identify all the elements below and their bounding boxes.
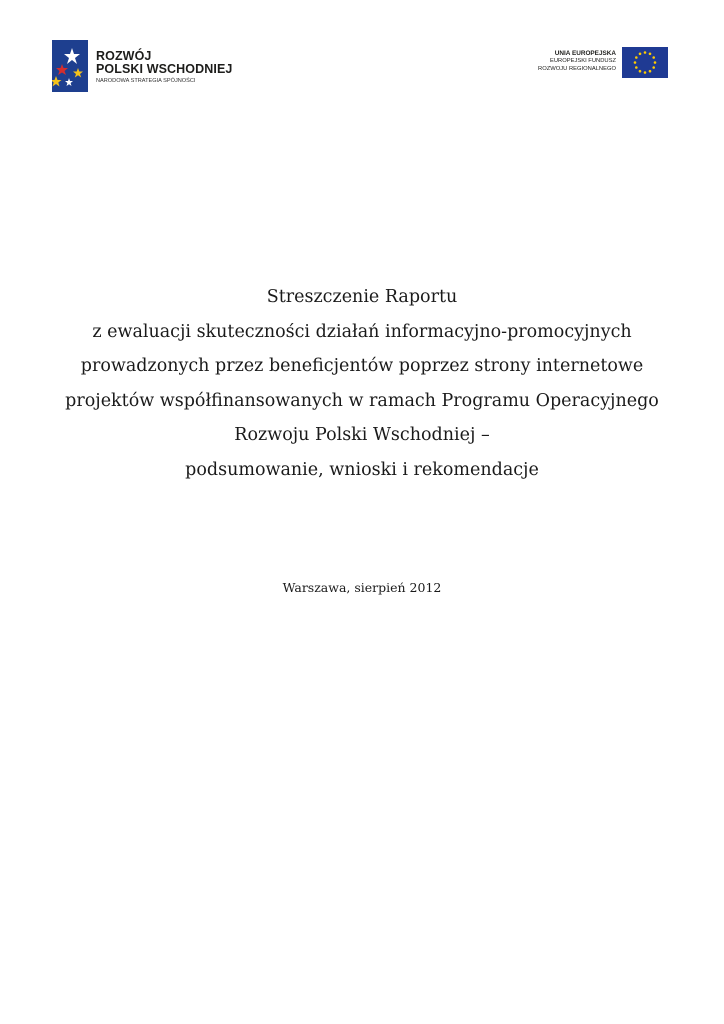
title-line: projektów współfinansowanych w ramach Programu Operacyjnego [65, 390, 659, 411]
eu-logo-text [538, 50, 616, 73]
rozwoj-polski-wschodniej-logo [52, 40, 252, 92]
eu-flag-icon [622, 47, 668, 78]
left-logo-line1: ROZWÓJ [96, 49, 152, 63]
place-and-date: Warszawa, sierpień 2012 [282, 580, 442, 595]
eu-logo-line2: EUROPEJSKI FUNDUSZ [549, 58, 616, 64]
title-line: prowadzonych przez beneficjentów poprzez strony internetowe [80, 356, 644, 376]
eu-logo-line3: ROZWOJU REGIONALNEGO [538, 65, 616, 72]
rozwoj-polski-wschodniej-emblem-icon [52, 40, 88, 92]
eu-logo-line1: UNIA EUROPEJSKA [554, 50, 616, 57]
unia-europejska-logo [528, 47, 668, 79]
title-line: Rozwoju Polski Wschodniej – [234, 425, 490, 445]
left-logo-text [96, 50, 266, 85]
title-line: Streszczenie Raportu [266, 287, 458, 307]
title-line: z ewaluacji skuteczności działań informacyjno-promocyjnych [92, 321, 632, 342]
left-logo-line2: POLSKI WSCHODNIEJ [96, 62, 233, 76]
document-title [40, 280, 684, 487]
left-logo-line3: NARODOWA STRATEGIA SPÓJNOŚCI [96, 78, 196, 84]
title-line: podsumowanie, wnioski i rekomendacje [185, 459, 539, 480]
